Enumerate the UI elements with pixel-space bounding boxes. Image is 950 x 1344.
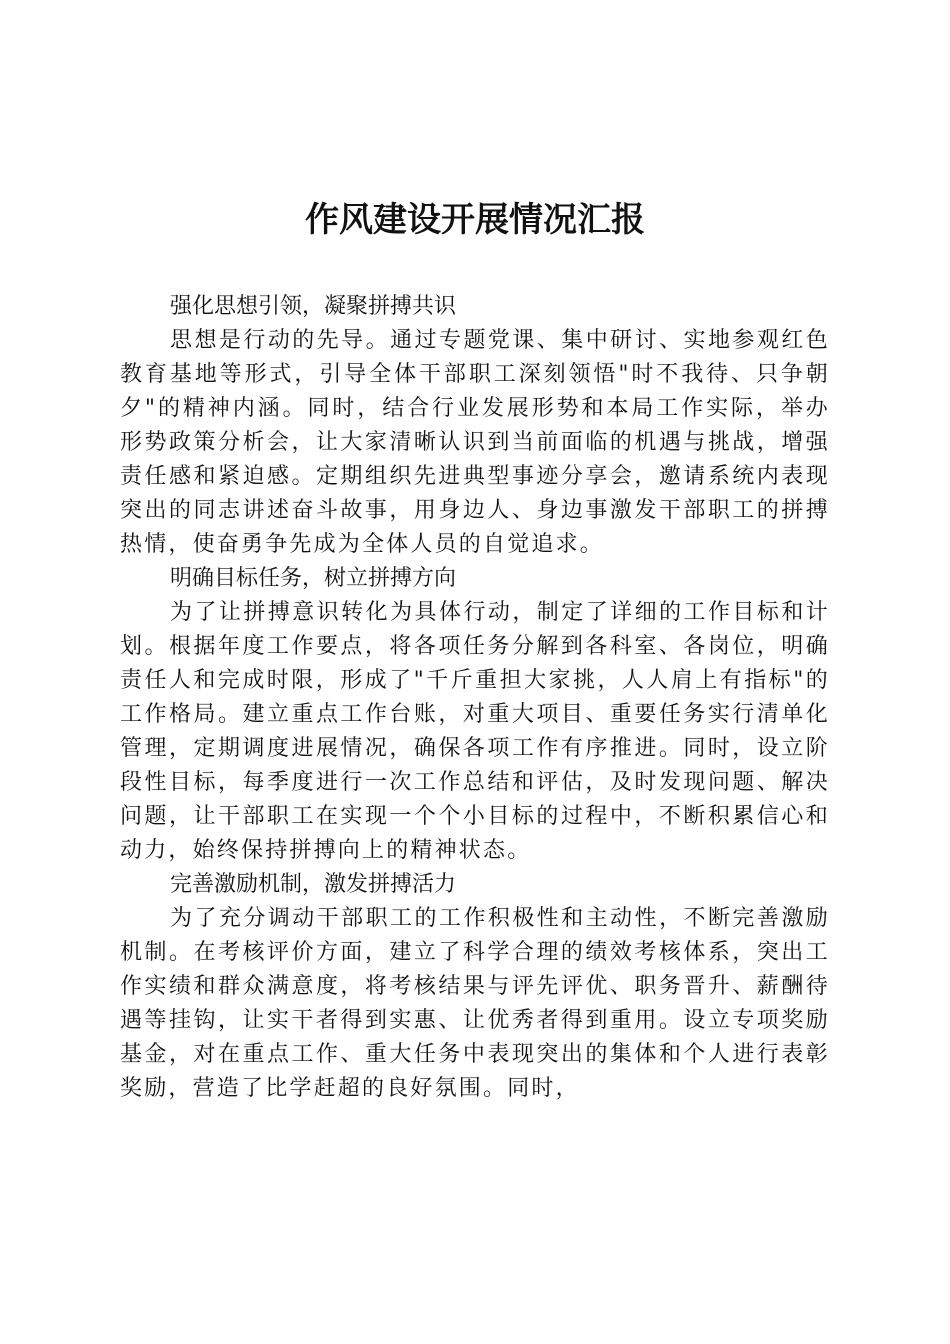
section-heading: 明确目标任务，树立拼搏方向 bbox=[170, 566, 457, 591]
section-paragraph: 为了充分调动干部职工的工作积极性和主动性，不断完善激励机制。在考核评价方面，建立了科学合理的绩效考核体系，突出工作实绩和群众满意度，将考核结果与评先评优、职务晋升、薪酬待遇等挂钩，让实干者得到实惠、让优秀者得到重用。设立专项奖励基金，对在重点工作、重大任务中表现突出的集体和个人进行表彰奖励，营造了比学赶超的良好氛围。同时， bbox=[120, 906, 830, 1101]
section-heading: 完善激励机制，激发拼搏活力 bbox=[170, 872, 457, 897]
section-incentive-mechanism bbox=[120, 868, 830, 1106]
document-body bbox=[120, 290, 830, 1106]
section-goals-tasks bbox=[120, 562, 830, 868]
section-paragraph: 为了让拼搏意识转化为具体行动，制定了详细的工作目标和计划。根据年度工作要点，将各项任务分解到各科室、各岗位，明确责任人和完成时限，形成了"千斤重担大家挑，人人肩上有指标"的工作格局。建立重点工作台账，对重大项目、重要任务实行清单化管理，定期调度进展情况，确保各项工作有序推进。同时，设立阶段性目标，每季度进行一次工作总结和评估，及时发现问题、解决问题，让干部职工在实现一个个小目标的过程中，不断积累信心和动力，始终保持拼搏向上的精神状态。 bbox=[120, 600, 830, 863]
document-title: 作风建设开展情况汇报 bbox=[305, 200, 645, 240]
section-thought-guidance bbox=[120, 290, 830, 562]
section-paragraph: 思想是行动的先导。通过专题党课、集中研讨、实地参观红色教育基地等形式，引导全体干部职工深刻领悟"时不我待、只争朝夕"的精神内涵。同时，结合行业发展形势和本局工作实际，举办形势政策分析会，让大家清晰认识到当前面临的机遇与挑战，增强责任感和紧迫感。定期组织先进典型事迹分享会，邀请系统内表现突出的同志讲述奋斗故事，用身边人、身边事激发干部职工的拼搏热情，使奋勇争先成为全体人员的自觉追求。 bbox=[120, 328, 830, 557]
section-heading: 强化思想引领，凝聚拼搏共识 bbox=[170, 294, 457, 319]
